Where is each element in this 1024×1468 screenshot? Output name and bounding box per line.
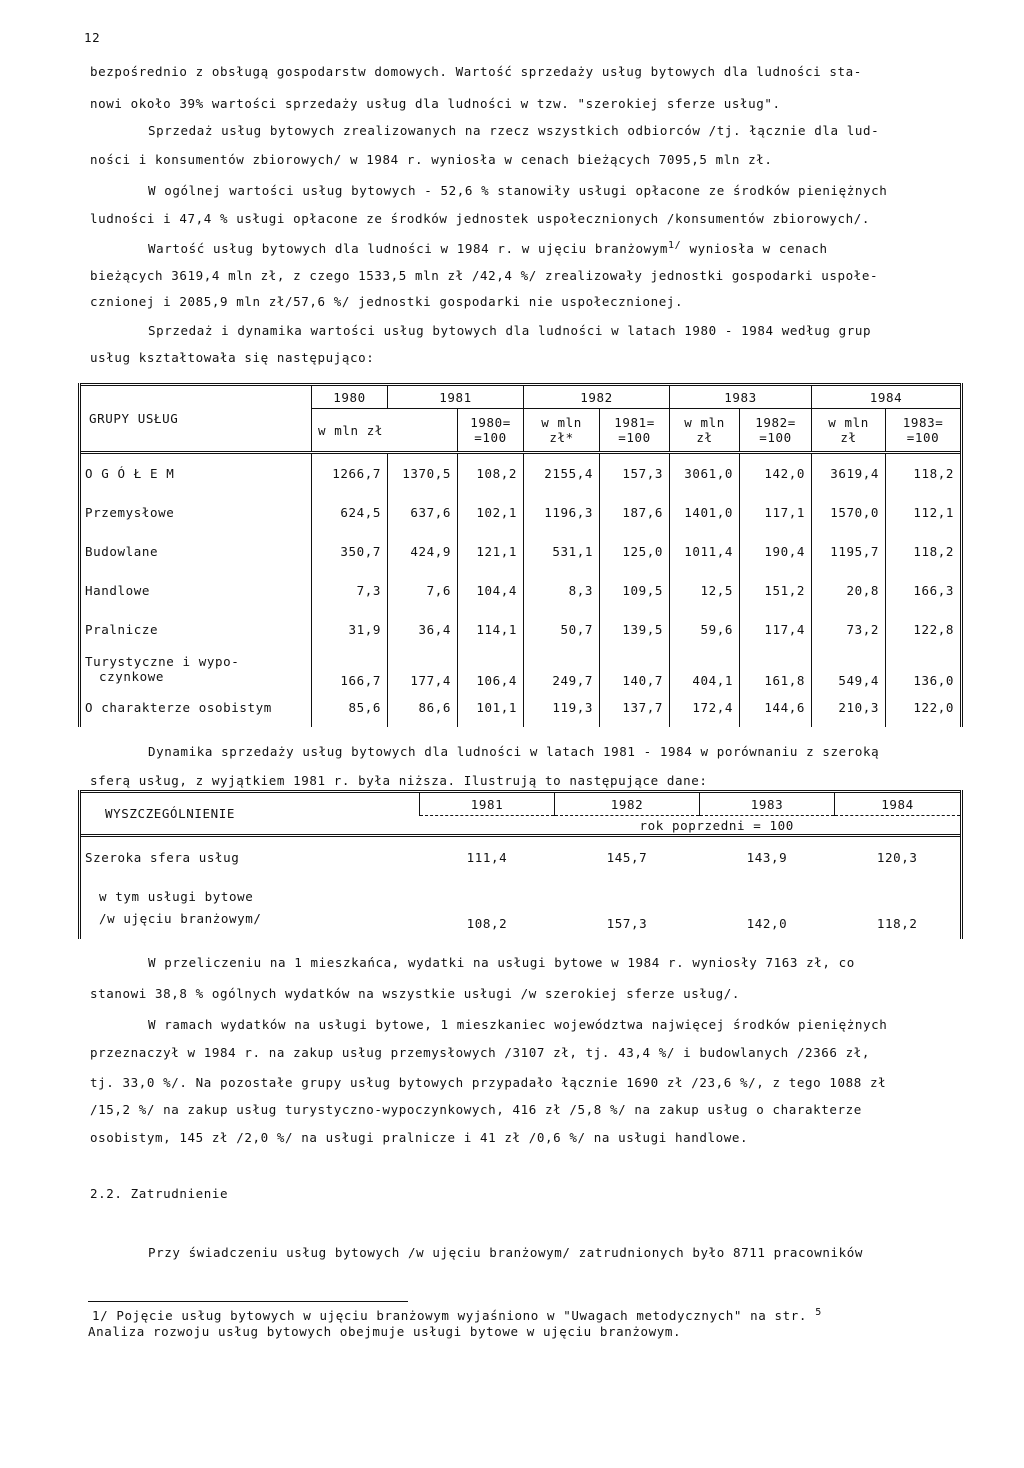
table-cell: 121,1 <box>458 532 524 571</box>
table-cell: 1370,5 <box>388 453 458 494</box>
footnote-marker: 1/ <box>668 240 682 251</box>
unit-header: w mln zł <box>670 409 740 453</box>
table-cell: 350,7 <box>312 532 388 571</box>
table-row <box>80 610 962 649</box>
table-cell: 36,4 <box>388 610 458 649</box>
table-cell: 85,6 <box>312 688 388 727</box>
year-header: 1983 <box>700 792 835 816</box>
text-line: usług kształtowała się następująco: <box>90 350 375 365</box>
text-line: stanowi 38,8 % ogólnych wydatków na wszystkie usługi /w szerokiej sferze usług/. <box>90 986 741 1001</box>
table-cell: 1401,0 <box>670 493 740 532</box>
table-cell: 59,6 <box>670 610 740 649</box>
table-cell: 166,3 <box>886 571 962 610</box>
text-line: nowi około 39% wartości sprzedaży usług dla ludności w tzw. "szerokiej sferze usług". <box>90 96 781 111</box>
table-cell: 624,5 <box>312 493 388 532</box>
unit-header: w mln zł <box>812 409 886 453</box>
table-cell: 122,8 <box>886 610 962 649</box>
table-cell: 177,4 <box>388 649 458 688</box>
text-line: przeznaczył w 1984 r. na zakup usług przemysłowych /3107 zł, tj. 43,4 %/ i budowlanych /2366 zł, <box>90 1045 871 1060</box>
table-cell: 119,3 <box>524 688 600 727</box>
text-line: Sprzedaż usług bytowych zrealizowanych na rzecz wszystkich odbiorców /tj. łącznie dla lud- <box>148 123 880 138</box>
table-cell: 143,9 <box>746 849 788 865</box>
text-line <box>148 240 828 256</box>
table-cell: 108,2 <box>458 453 524 494</box>
table-cell: 404,1 <box>670 649 740 688</box>
footnote-divider <box>88 1301 408 1302</box>
footnote-text: Analiza rozwoju usług bytowych obejmuje usługi bytowe w ujęciu branżowym. <box>88 1324 682 1339</box>
table-cell: 139,5 <box>600 610 670 649</box>
text-line: bieżących 3619,4 mln zł, z czego 1533,5 mln zł /42,4 %/ zrealizowały jednostki gospodarki uspołe- <box>90 268 879 283</box>
text-line: cznionej i 2085,9 mln zł/57,6 %/ jednostki gospodarki nie uspołecznionej. <box>90 294 684 309</box>
table-cell: 125,0 <box>600 532 670 571</box>
table-cell: 31,9 <box>312 610 388 649</box>
text-line: /15,2 %/ na zakup usług turystyczno-wypoczynkowych, 416 zł /5,8 %/ na zakup usług o charakterze <box>90 1102 862 1117</box>
year-header: 1981 <box>420 792 555 816</box>
table-cell: 157,3 <box>600 453 670 494</box>
text-line: Dynamika sprzedaży usług bytowych dla ludności w latach 1981 - 1984 w porównaniu z szeroką <box>148 744 880 759</box>
table-cell: 190,4 <box>740 532 812 571</box>
table-cell: 187,6 <box>600 493 670 532</box>
row-label: O charakterze osobistym <box>80 688 312 727</box>
table-cell: 86,6 <box>388 688 458 727</box>
unit-header: w mln zł* <box>524 409 600 453</box>
table-row <box>80 649 962 688</box>
text-fragment: Wartość usług bytowych dla ludności w 1984 r. w ujęciu branżowym <box>148 241 669 257</box>
row-label: Przemysłowe <box>80 493 312 532</box>
table-row <box>80 836 962 878</box>
text-line: Przy świadczeniu usług bytowych /w ujęciu branżowym/ zatrudnionych było 8711 pracowników <box>148 1245 864 1260</box>
table-cell: 1011,4 <box>670 532 740 571</box>
index-header: 1982= =100 <box>740 409 812 453</box>
table-cell: 1266,7 <box>312 453 388 494</box>
table-cell: 3061,0 <box>670 453 740 494</box>
row-label: Budowlane <box>80 532 312 571</box>
table-cell: 106,4 <box>458 649 524 688</box>
text-fragment: wyniosła w cenach <box>689 241 828 257</box>
table-cell: 117,4 <box>740 610 812 649</box>
table-cell: 112,1 <box>886 493 962 532</box>
table-cell: 104,4 <box>458 571 524 610</box>
table-cell: 1196,3 <box>524 493 600 532</box>
services-sales-table <box>78 383 963 727</box>
table-cell: 142,0 <box>746 916 788 931</box>
year-header: 1982 <box>524 385 670 409</box>
table-cell: 111,4 <box>466 849 508 865</box>
row-label-header: WYSZCZEGÓLNIENIE <box>80 792 420 836</box>
table-cell: 73,2 <box>812 610 886 649</box>
table-cell: 1570,0 <box>812 493 886 532</box>
text-line: sferą usług, z wyjątkiem 1981 r. była niższa. Ilustrują to następujące dane: <box>90 773 708 788</box>
table-cell: 12,5 <box>670 571 740 610</box>
table-cell: 142,0 <box>740 453 812 494</box>
table-cell: 7,3 <box>312 571 388 610</box>
table-row <box>80 493 962 532</box>
year-header: 1984 <box>812 385 962 409</box>
table-cell: 151,2 <box>740 571 812 610</box>
table-cell: 114,1 <box>458 610 524 649</box>
unit-header: w mln zł <box>312 409 458 453</box>
text-line: tj. 33,0 %/. Na pozostałe grupy usług bytowych przypadało łącznie 1690 zł /23,6 %/, z tego 1088 zł <box>90 1075 887 1090</box>
table-cell: 166,7 <box>312 649 388 688</box>
dynamics-comparison-table <box>78 790 963 939</box>
text-line: ludności i 47,4 % usługi opłacone ze środków jednostek uspołecznionych /konsumentów zbiorowych/. <box>90 211 871 226</box>
year-header: 1980 <box>312 385 388 409</box>
text-line: osobistym, 145 zł /2,0 %/ na usługi pralnicze i 41 zł /0,6 %/ na usługi handlowe. <box>90 1130 749 1145</box>
year-header: 1982 <box>555 792 700 816</box>
table-cell: 2155,4 <box>524 453 600 494</box>
table-cell: 118,2 <box>835 877 962 939</box>
table-cell: 120,3 <box>835 836 962 878</box>
table-cell: 122,0 <box>886 688 962 727</box>
row-label: Turystyczne i wypo- czynkowe <box>80 649 312 688</box>
table-cell: 210,3 <box>812 688 886 727</box>
table-cell: 50,7 <box>524 610 600 649</box>
table-cell: 549,4 <box>812 649 886 688</box>
table-row <box>80 453 962 494</box>
section-heading: 2.2. Zatrudnienie <box>90 1186 229 1201</box>
index-header: 1981= =100 <box>600 409 670 453</box>
table-cell: 3619,4 <box>812 453 886 494</box>
row-label: O G Ó Ł E M <box>80 453 312 494</box>
text-line: W przeliczeniu na 1 mieszkańca, wydatki na usługi bytowe w 1984 r. wyniosły 7163 zł, co <box>148 955 855 970</box>
table-cell: 8,3 <box>524 571 600 610</box>
page-number: 12 <box>84 30 101 45</box>
table-cell: 1195,7 <box>812 532 886 571</box>
table-cell: 7,6 <box>388 571 458 610</box>
table-cell: 531,1 <box>524 532 600 571</box>
text-line: W ramach wydatków na usługi bytowe, 1 mieszkaniec województwa najwięcej środków pieniężnych <box>148 1017 888 1032</box>
table-cell: 20,8 <box>812 571 886 610</box>
row-label: Pralnicze <box>80 610 312 649</box>
table-row <box>80 532 962 571</box>
table-cell: 172,4 <box>670 688 740 727</box>
text-line: W ogólnej wartości usług bytowych - 52,6 % stanowiły usługi opłacone ze środków pieniężnych <box>148 183 888 198</box>
row-label: w tym usługi bytowe /w ujęciu branżowym/ <box>80 877 420 939</box>
table-cell: 424,9 <box>388 532 458 571</box>
table-cell: 108,2 <box>466 916 508 931</box>
base-year-subheader: rok poprzedni = 100 <box>420 816 962 836</box>
year-header: 1984 <box>835 792 962 816</box>
table-cell: 136,0 <box>886 649 962 688</box>
row-label: Handlowe <box>80 571 312 610</box>
index-header: 1980= =100 <box>458 409 524 453</box>
table-row <box>80 571 962 610</box>
row-label: Szeroka sfera usług <box>80 836 420 878</box>
table-cell: 118,2 <box>886 453 962 494</box>
table-cell: 101,1 <box>458 688 524 727</box>
year-header: 1983 <box>670 385 812 409</box>
footnote-text: 1/ Pojęcie usług bytowych w ujęciu branżowym wyjaśniono w "Uwagach metodycznych" na str. $^5$ <box>92 1307 822 1324</box>
table-cell: 117,1 <box>740 493 812 532</box>
table-cell: 118,2 <box>886 532 962 571</box>
table-cell: 249,7 <box>524 649 600 688</box>
table-cell: 140,7 <box>600 649 670 688</box>
table-cell: 144,6 <box>740 688 812 727</box>
table-cell: 109,5 <box>600 571 670 610</box>
table-cell: 161,8 <box>740 649 812 688</box>
text-line: Sprzedaż i dynamika wartości usług bytowych dla ludności w latach 1980 - 1984 według grup <box>148 323 872 338</box>
table-row <box>80 877 962 939</box>
text-line: ności i konsumentów zbiorowych/ w 1984 r. wyniosła w cenach bieżących 7095,5 mln zł. <box>90 152 773 167</box>
table-cell: 157,3 <box>606 916 648 931</box>
table-cell: 102,1 <box>458 493 524 532</box>
text-line: bezpośrednio z obsługą gospodarstw domowych. Wartość sprzedaży usług bytowych dla ludności sta- <box>90 64 862 79</box>
table-row <box>80 688 962 727</box>
table-cell: 637,6 <box>388 493 458 532</box>
table-cell: 145,7 <box>606 849 648 865</box>
index-header: 1983= =100 <box>886 409 962 453</box>
group-header: GRUPY USŁUG <box>80 385 312 453</box>
year-header: 1981 <box>388 385 524 409</box>
table-cell: 137,7 <box>600 688 670 727</box>
